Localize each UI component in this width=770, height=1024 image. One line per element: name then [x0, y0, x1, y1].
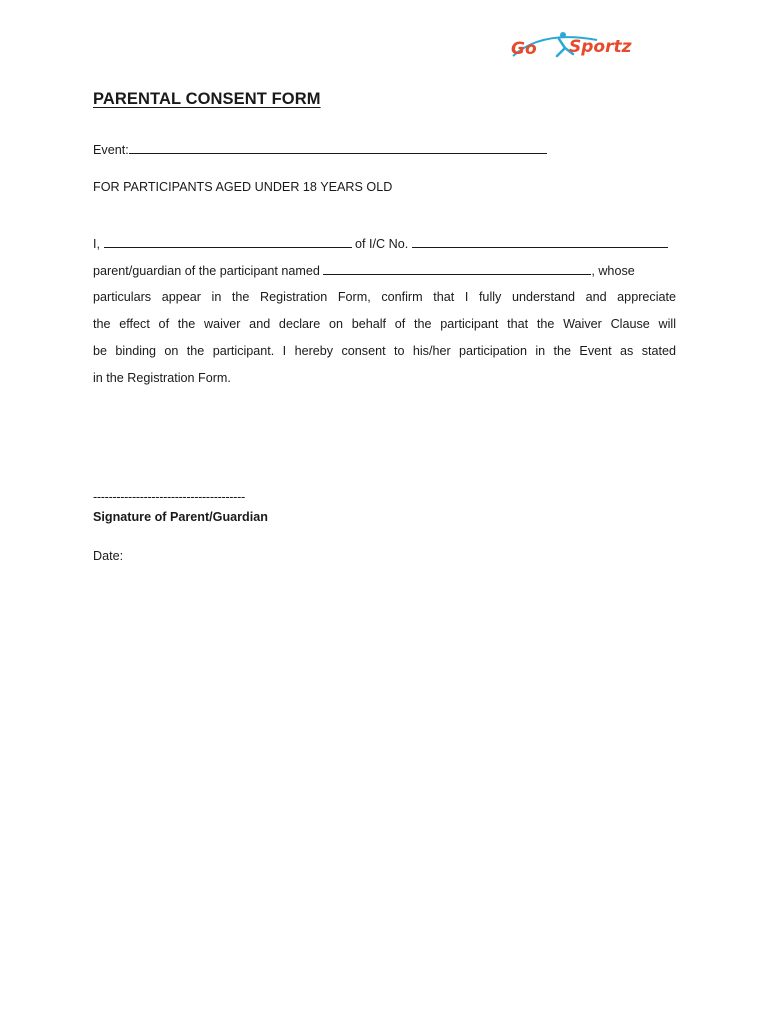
para-line-2 [93, 261, 676, 280]
svg-text:Go: Go [511, 39, 537, 59]
ic-number-field[interactable] [412, 234, 668, 248]
para-line-6: in the Registration Form. [93, 371, 231, 385]
para-line-1 [93, 234, 676, 253]
para-line-3: particulars appear in the Registration Form, confirm that I fully understand and appreciate [93, 290, 676, 304]
age-note: FOR PARTICIPANTS AGED UNDER 18 YEARS OLD [93, 180, 393, 194]
i-label: I, [93, 237, 100, 251]
participant-name-field[interactable] [323, 261, 591, 275]
event-field[interactable] [129, 140, 547, 154]
event-label: Event: [93, 143, 129, 157]
ic-label: of I/C No. [355, 237, 409, 251]
form-title: PARENTAL CONSENT FORM [93, 90, 321, 108]
whose-label: , whose [591, 264, 635, 278]
parent-name-field[interactable] [104, 234, 352, 248]
date-label: Date: [93, 549, 124, 563]
signature-line[interactable]: --------------------------------------- [93, 490, 245, 504]
event-line [93, 140, 547, 159]
signature-label: Signature of Parent/Guardian [93, 510, 268, 524]
svg-text:Sportz: Sportz [569, 37, 632, 57]
para-line-5: be binding on the participant. I hereby consent to his/her participation in the Event as stated [93, 344, 676, 358]
participant-named-label: parent/guardian of the participant named [93, 264, 320, 278]
gosportz-logo [505, 26, 655, 70]
para-line-4: the effect of the waiver and declare on behalf of the participant that the Waiver Clause will [93, 317, 676, 331]
